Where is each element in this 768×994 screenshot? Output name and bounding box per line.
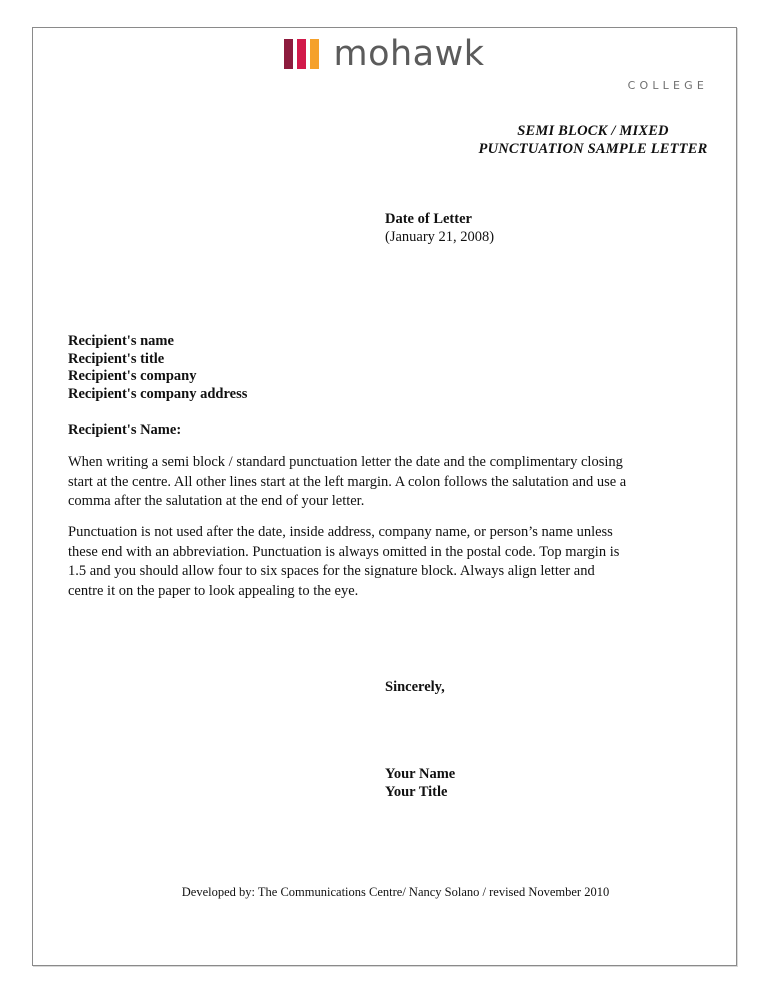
document-title-line-2: PUNCTUATION SAMPLE LETTER bbox=[478, 141, 708, 157]
recipient-company: Recipient's company bbox=[68, 368, 197, 384]
logo-bars-icon bbox=[284, 39, 319, 69]
signature-name: Your Name bbox=[385, 766, 456, 782]
logo-row bbox=[284, 34, 485, 74]
recipient-name: Recipient's name bbox=[68, 333, 174, 349]
signature-title: Your Title bbox=[385, 783, 448, 800]
letter-page bbox=[32, 27, 737, 966]
date-block bbox=[385, 210, 494, 246]
logo-subtitle: COLLEGE bbox=[627, 79, 708, 92]
footer-credit-line bbox=[33, 885, 736, 900]
logo-bar-1 bbox=[284, 39, 293, 69]
complimentary-closing: Sincerely, bbox=[385, 679, 445, 695]
document-title-line-1: SEMI BLOCK / MIXED bbox=[517, 123, 669, 139]
document-title bbox=[463, 122, 723, 158]
logo-bar-3 bbox=[310, 39, 319, 69]
logo-wordmark: mohawk bbox=[333, 34, 485, 74]
letter-content bbox=[33, 28, 736, 965]
recipient-title: Recipient's title bbox=[68, 350, 165, 367]
recipient-address-block bbox=[68, 333, 247, 403]
recipient-company-address: Recipient's company address bbox=[68, 385, 248, 402]
salutation-line: Recipient's Name: bbox=[68, 422, 182, 438]
signature-block bbox=[385, 766, 455, 801]
date-value: (January 21, 2008) bbox=[385, 229, 495, 245]
date-label: Date of Letter bbox=[385, 211, 472, 227]
mohawk-college-logo bbox=[33, 34, 736, 92]
footer-credit-text: Developed by: The Communications Centre/ Nancy Solano / revised November 2010 bbox=[181, 885, 610, 899]
body-paragraph-2: Punctuation is not used after the date, inside address, company name, or person’s name unless these end with an abbreviation. Punctuation is always omitted in the postal code. Top margin is 1.5 and you should allow four to six spaces for the signature block. Always align letter and centre it on the paper to look appealing to the eye. bbox=[68, 524, 620, 599]
logo-bar-2 bbox=[297, 39, 306, 69]
body-paragraph-1: When writing a semi block / standard punctuation letter the date and the complimentary closing start at the centre. All other lines start at the left margin. A colon follows the salutation and use a comma after the salutation at the end of your letter. bbox=[68, 454, 627, 509]
